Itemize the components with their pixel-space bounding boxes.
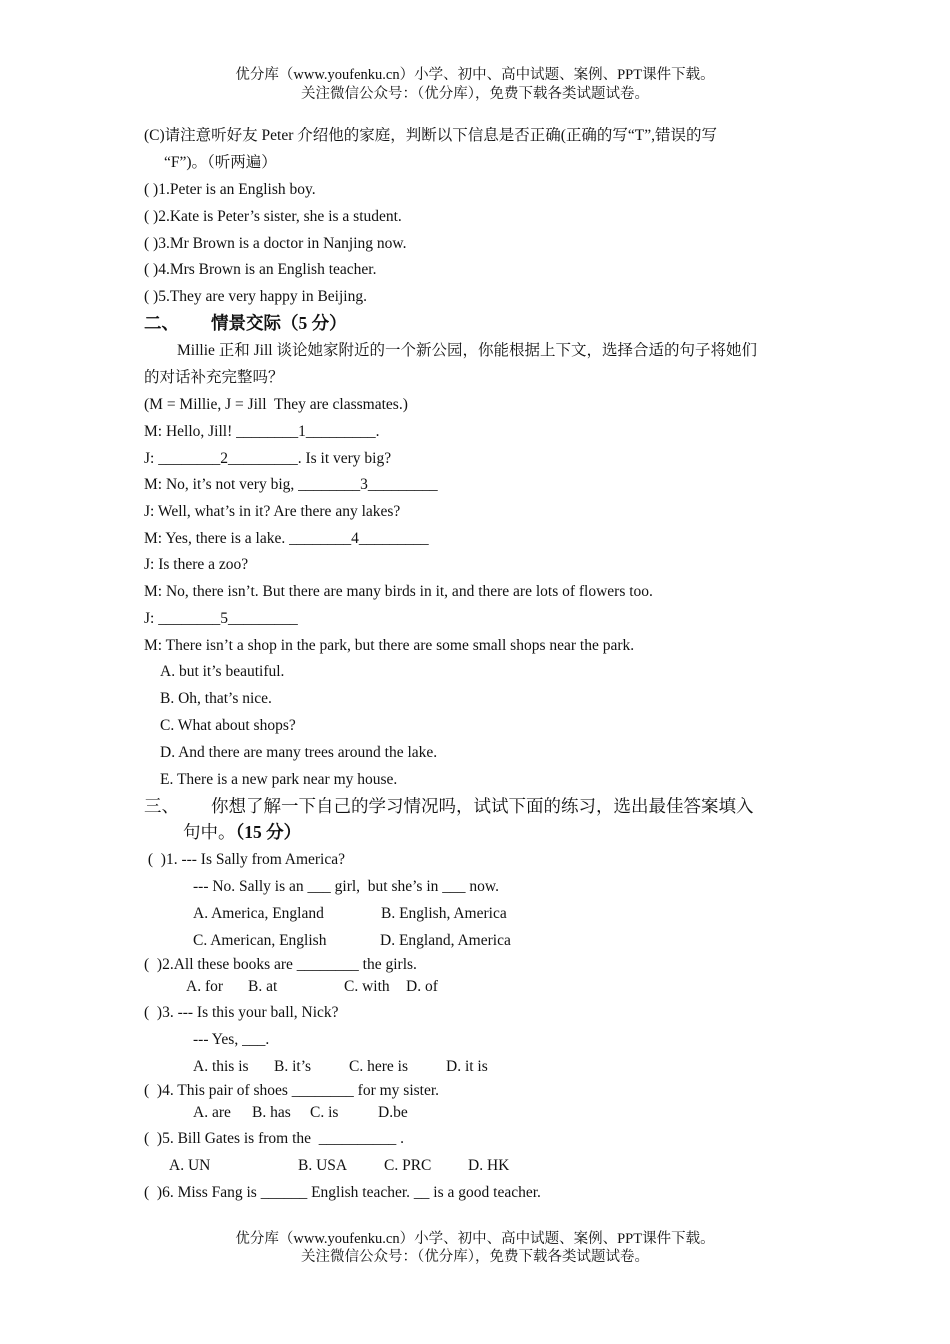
dialogue-line-8: J: ________5_________ <box>144 610 298 627</box>
section-3-title-2 <box>183 822 301 842</box>
q4-option-b: B. has <box>252 1104 291 1121</box>
dialogue-line-9: M: There isn’t a shop in the park, but there are some small shops near the park. <box>144 637 635 654</box>
page-header-line-1: 优分库（www.youfenku.cn）小学、初中、高中试题、案例、PPT课件下载。 <box>235 67 715 83</box>
q5-option-a: A. UN <box>169 1157 211 1174</box>
q1-option-c: C. American, English <box>193 932 327 949</box>
section-2-option-d: D. And there are many trees around the lake. <box>160 744 438 761</box>
page-footer-line-1: 优分库（www.youfenku.cn）小学、初中、高中试题、案例、PPT课件下载。 <box>235 1231 715 1247</box>
section-2-option-a: A. but it’s beautiful. <box>160 663 285 680</box>
dialogue-line-3: M: No, it’s not very big, ________3_________ <box>144 476 438 493</box>
dialogue-line-4: J: Well, what’s in it? Are there any lakes? <box>144 503 401 520</box>
part-c-instruction-2: “F”)。（听两遍） <box>164 154 277 171</box>
q1-option-d: D. England, America <box>380 932 511 949</box>
part-c-instruction-1: (C)请注意听好友 Peter 介绍他的家庭，判断以下信息是否正确(正确的写“T”,错误的写 <box>144 127 718 144</box>
dialogue-line-1: M: Hello, Jill! ________1_________. <box>144 423 380 440</box>
q6-stem: ( )6. Miss Fang is ______ English teacher. __ is a good teacher. <box>144 1184 541 1201</box>
part-c-item-2: ( )2.Kate is Peter’s sister, she is a student. <box>144 208 402 225</box>
q5-stem: ( )5. Bill Gates is from the __________ . <box>144 1130 405 1147</box>
page-header-line-2: 关注微信公众号：（优分库），免费下载各类试题试卷。 <box>301 86 649 102</box>
q1-option-b: B. English, America <box>381 905 507 922</box>
part-c-item-5: ( )5.They are very happy in Beijing. <box>144 288 367 305</box>
q3-option-a: A. this is <box>193 1058 249 1075</box>
section-3-number: 三、 <box>144 796 179 816</box>
section-2-option-b: B. Oh, that’s nice. <box>160 690 272 707</box>
section-2-intro-2: 的对话补充完整吗？ <box>144 369 284 386</box>
q3-option-d: D. it is <box>446 1058 488 1075</box>
q5-option-d: D. HK <box>468 1157 510 1174</box>
section-2-title: 情景交际（5 分） <box>211 313 347 333</box>
section-2-option-e: E. There is a new park near my house. <box>160 771 398 788</box>
q2-option-d: D. of <box>406 978 438 995</box>
q2-option-c: C. with <box>344 978 390 995</box>
part-c-item-3: ( )3.Mr Brown is a doctor in Nanjing now. <box>144 235 407 252</box>
q3-option-c: C. here is <box>349 1058 408 1075</box>
q3-option-b: B. it’s <box>274 1058 312 1075</box>
section-2-option-c: C. What about shops? <box>160 717 296 734</box>
page-footer-line-2: 关注微信公众号：（优分库），免费下载各类试题试卷。 <box>301 1249 649 1265</box>
q2-stem: ( )2.All these books are ________ the girls. <box>144 956 417 973</box>
q1-stem: ( )1. --- Is Sally from America? <box>144 851 346 868</box>
q3-stem: ( )3. --- Is this your ball, Nick? <box>144 1004 339 1021</box>
section-3-title-1: 你想了解一下自己的学习情况吗，试试下面的练习，选出最佳答案填入 <box>211 796 754 816</box>
q1-option-a: A. America, England <box>193 905 324 922</box>
q5-option-b: B. USA <box>298 1157 348 1174</box>
part-c-item-1: ( )1.Peter is an English boy. <box>144 181 316 198</box>
dialogue-line-6: J: Is there a zoo? <box>144 556 249 573</box>
part-c-item-4: ( )4.Mrs Brown is an English teacher. <box>144 261 377 278</box>
section-3-title-2-text: 句中。 <box>183 822 236 842</box>
dialogue-line-7: M: No, there isn’t. But there are many birds in it, and there are lots of flowers too. <box>144 583 653 600</box>
q2-option-b: B. at <box>248 978 278 995</box>
q4-option-d: D.be <box>378 1104 408 1121</box>
section-3-score: （15 分） <box>235 822 302 842</box>
dialogue-line-5: M: Yes, there is a lake. ________4_________ <box>144 530 429 547</box>
q1-line-2: --- No. Sally is an ___ girl, but she’s in ___ now. <box>193 878 499 895</box>
q4-option-c: C. is <box>310 1104 339 1121</box>
dialogue-line-2: J: ________2_________. Is it very big? <box>144 450 392 467</box>
section-2-number: 二、 <box>144 313 179 333</box>
q2-option-a: A. for <box>186 978 224 995</box>
q5-option-c: C. PRC <box>384 1157 432 1174</box>
q4-option-a: A. are <box>193 1104 231 1121</box>
q4-stem: ( )4. This pair of shoes ________ for my sister. <box>144 1082 440 1099</box>
section-2-note: (M = Millie, J = Jill They are classmates.) <box>144 396 408 413</box>
section-2-intro-1: Millie 正和 Jill 谈论她家附近的一个新公园，你能根据上下文，选择合适的句子将她们 <box>177 342 757 359</box>
q3-line-2: --- Yes, ___. <box>193 1031 270 1048</box>
